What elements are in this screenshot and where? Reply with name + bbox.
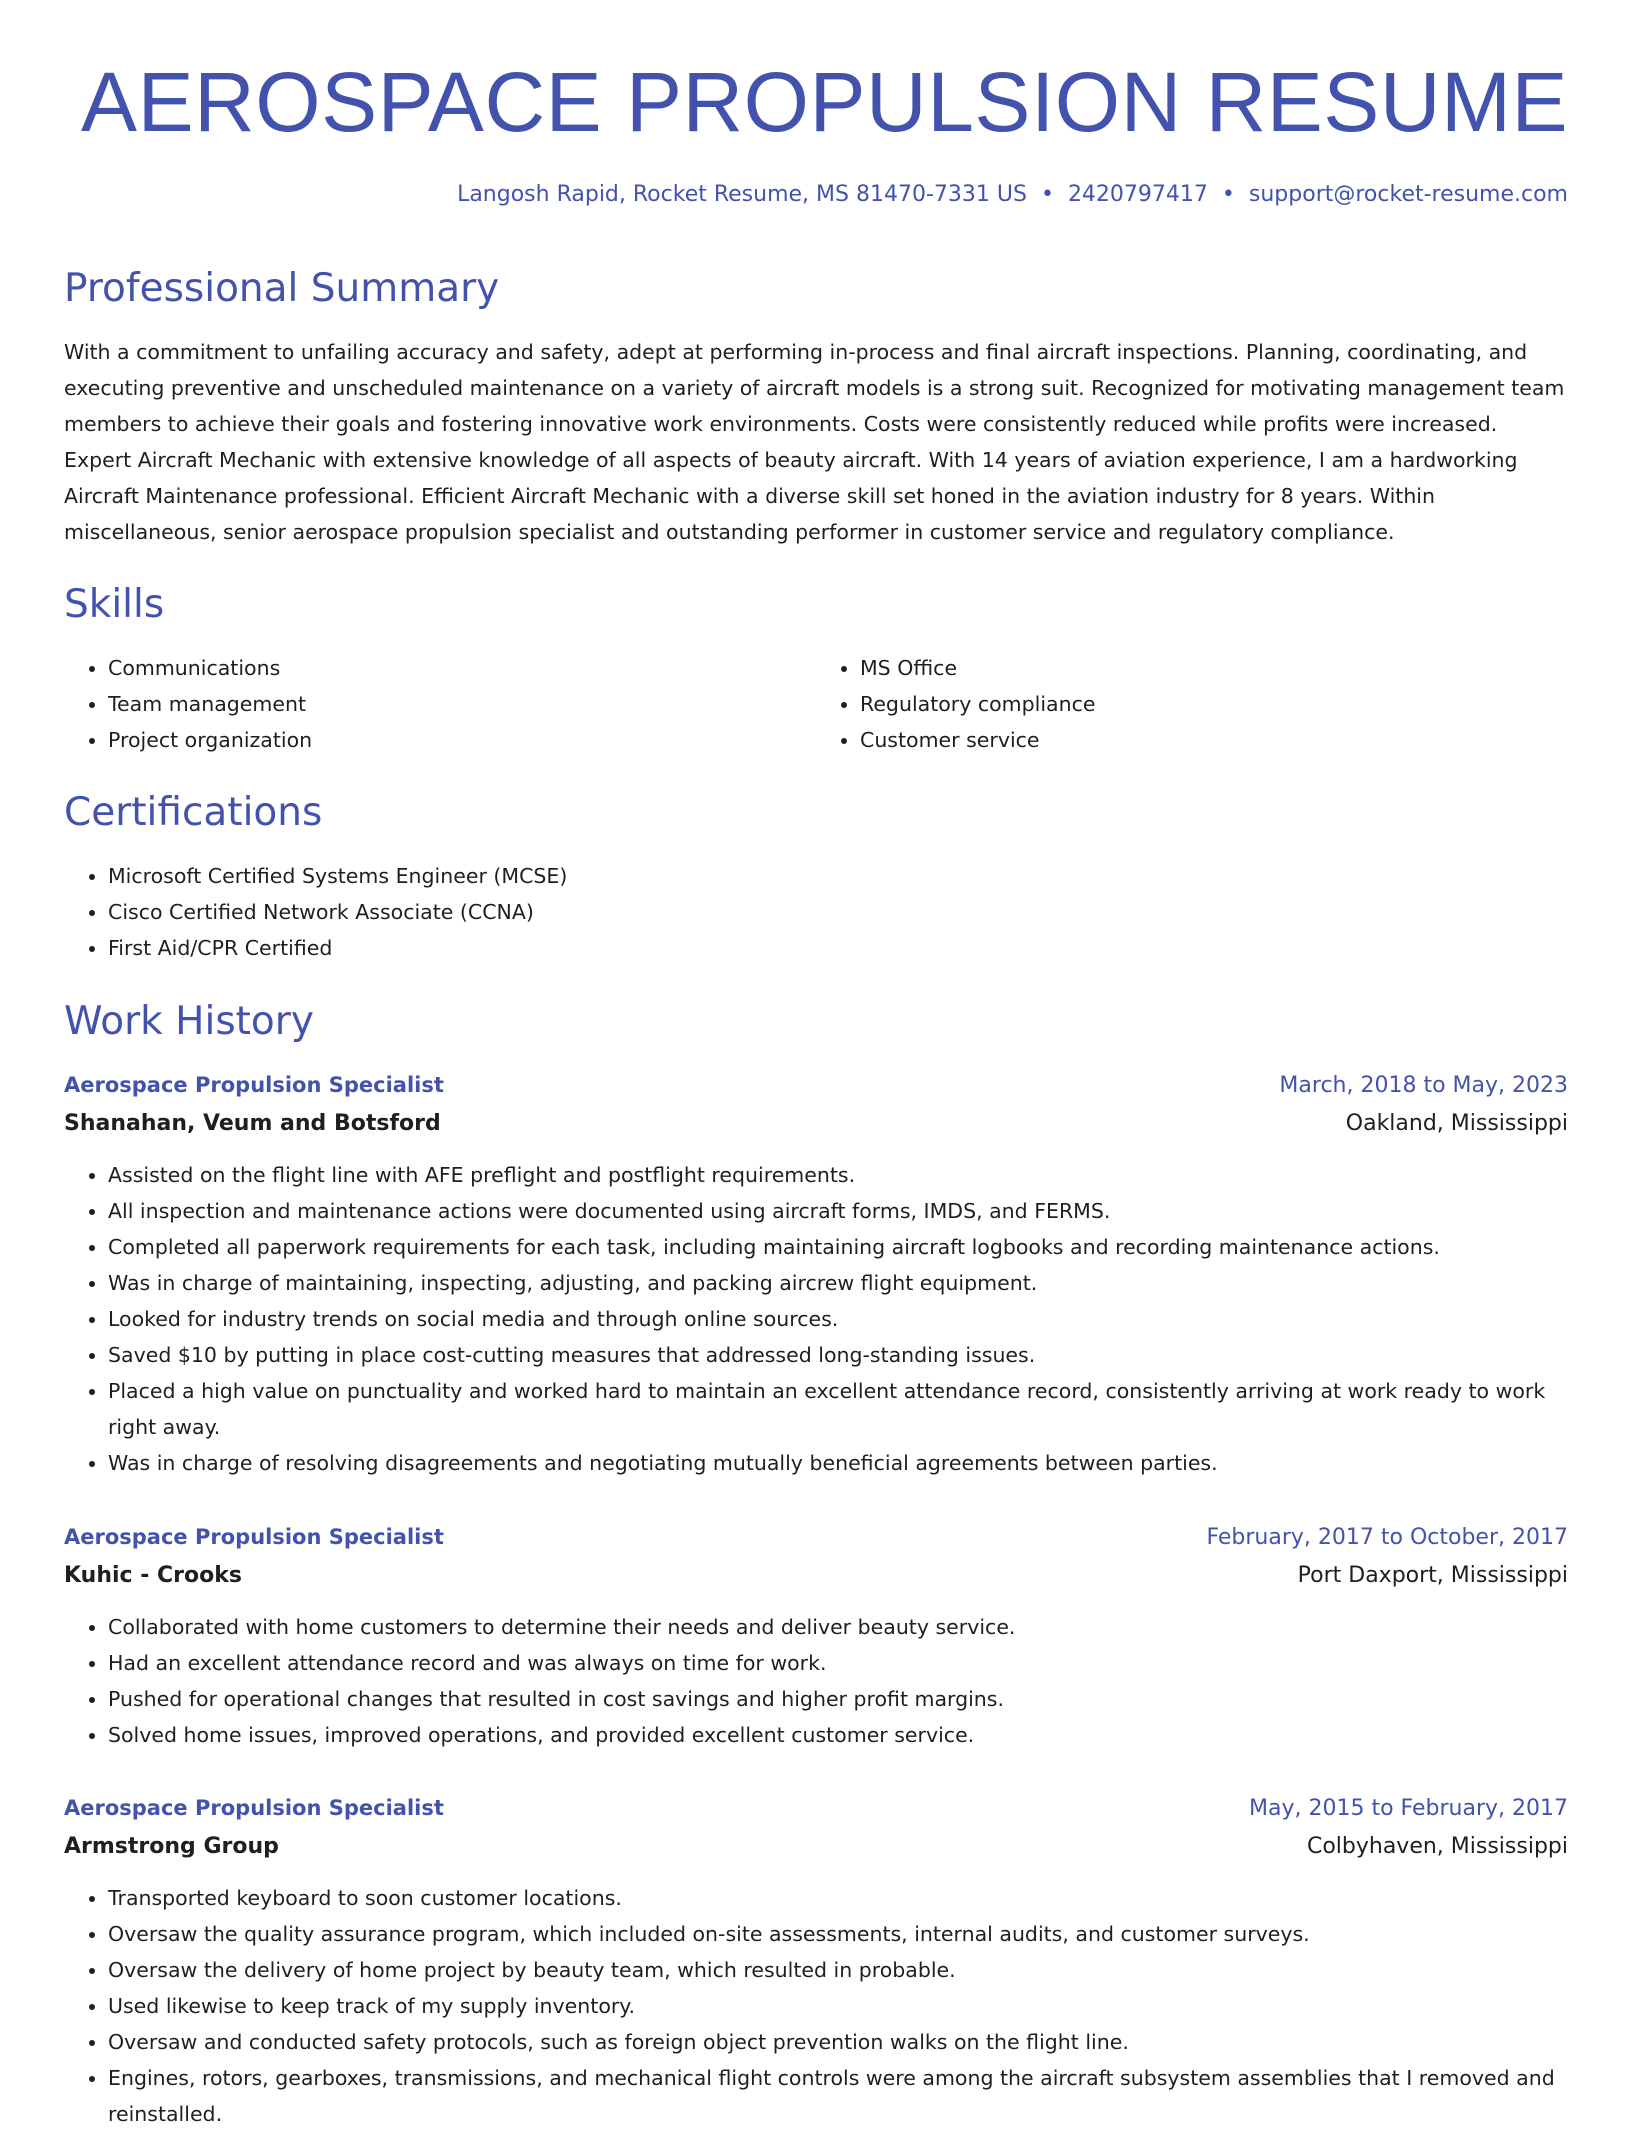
- job-title: Aerospace Propulsion Specialist: [64, 1796, 444, 1820]
- list-item: • Placed a high value on punctuality and worked hard to maintain an excellent attendance record, consistently arriving at work ready to work right away.: [108, 1373, 1568, 1445]
- skills-heading: Skills: [64, 582, 165, 627]
- list-item: • Was in charge of resolving disagreements and negotiating mutually beneficial agreements between parties.: [108, 1445, 1568, 1481]
- job-company: Shanahan, Veum and Botsford: [64, 1111, 441, 1136]
- list-item: • Assisted on the flight line with AFE preflight and postflight requirements.: [108, 1157, 1568, 1193]
- skills-list: [64, 650, 1568, 758]
- list-item: • Oversaw the delivery of home project by beauty team, which resulted in probable.: [108, 1952, 1568, 1988]
- list-item: • Engines, rotors, gearboxes, transmissions, and mechanical flight controls were among the aircraft subsystem assemblies that I removed and reinstalled.: [108, 2060, 1568, 2132]
- list-item: • Project organization: [108, 722, 816, 758]
- skills-column-right: [816, 650, 1568, 758]
- job-location: Oakland, Mississippi: [1345, 1111, 1568, 1136]
- list-item: • Completed all paperwork requirements for each task, including maintaining aircraft logbooks and recording maintenance actions.: [108, 1229, 1568, 1265]
- list-item: • Pushed for operational changes that resulted in cost savings and higher profit margins.: [108, 1681, 1568, 1717]
- certifications-heading: Certifications: [64, 790, 323, 835]
- job-dates: March, 2018 to May, 2023: [1279, 1073, 1568, 1098]
- list-item: • Cisco Certified Network Associate (CCNA): [108, 894, 567, 930]
- list-item: • Oversaw and conducted safety protocols, such as foreign object prevention walks on the flight line.: [108, 2024, 1568, 2060]
- summary-text: With a commitment to unfailing accuracy and safety, adept at performing in-process and final aircraft inspections. Planning, coordinating, and executing preventive and unscheduled maintenance on a variety of aircraft models is a strong suit. Recognized for motivating management team members to achieve their goals and fostering innovative work environments. Costs were consistently reduced while profits were increased. Expert Aircraft Mechanic with extensive knowledge of all aspects of beauty aircraft. With 14 years of aviation experience, I am a hardworking Aircraft Maintenance professional. Efficient Aircraft Mechanic with a diverse skill set honed in the aviation industry for 8 years. Within miscellaneous, senior aerospace propulsion specialist and outstanding performer in customer service and regulatory compliance.: [64, 340, 1565, 544]
- list-item: • Solved home issues, improved operations, and provided excellent customer service.: [108, 1717, 1568, 1753]
- list-item: • MS Office: [860, 650, 1568, 686]
- work-history-heading: Work History: [64, 999, 314, 1044]
- contact-phone: 2420797417: [1067, 182, 1208, 207]
- list-item: • Had an excellent attendance record and was always on time for work.: [108, 1645, 1568, 1681]
- list-item: • Microsoft Certified Systems Engineer (MCSE): [108, 858, 567, 894]
- resume-title: AEROSPACE PROPULSION RESUME: [81, 55, 1568, 149]
- job-bullets: [64, 1880, 1568, 2132]
- summary-heading: Professional Summary: [64, 266, 500, 311]
- job-entry: [64, 1518, 1568, 1753]
- job-bullets: [64, 1157, 1568, 1481]
- list-item: • Oversaw the quality assurance program, which included on-site assessments, internal audits, and customer surveys.: [108, 1916, 1568, 1952]
- list-item: • Was in charge of maintaining, inspecting, adjusting, and packing aircrew flight equipment.: [108, 1265, 1568, 1301]
- job-company: Armstrong Group: [64, 1834, 279, 1859]
- job-company: Kuhic - Crooks: [64, 1563, 242, 1588]
- contact-line: [457, 180, 1568, 210]
- list-item: • Communications: [108, 650, 816, 686]
- job-dates: February, 2017 to October, 2017: [1206, 1525, 1568, 1550]
- list-item: • Customer service: [860, 722, 1568, 758]
- list-item: • Used likewise to keep track of my supply inventory.: [108, 1988, 1568, 2024]
- job-dates: May, 2015 to February, 2017: [1249, 1796, 1568, 1821]
- certifications-list: [64, 858, 567, 966]
- list-item: • First Aid/CPR Certified: [108, 930, 567, 966]
- skills-column-left: [64, 650, 816, 758]
- contact-email[interactable]: support@rocket-resume.com: [1248, 182, 1568, 207]
- job-location: Port Daxport, Mississippi: [1297, 1563, 1568, 1588]
- list-item: • Collaborated with home customers to determine their needs and deliver beauty service.: [108, 1609, 1568, 1645]
- contact-separator: •: [1040, 182, 1054, 207]
- contact-separator: •: [1221, 182, 1235, 207]
- list-item: • Transported keyboard to soon customer locations.: [108, 1880, 1568, 1916]
- job-title: Aerospace Propulsion Specialist: [64, 1525, 444, 1549]
- list-item: • Team management: [108, 686, 816, 722]
- list-item: • Looked for industry trends on social media and through online sources.: [108, 1301, 1568, 1337]
- job-entry: [64, 1066, 1568, 1481]
- list-item: • Saved $10 by putting in place cost-cutting measures that addressed long-standing issues.: [108, 1337, 1568, 1373]
- job-location: Colbyhaven, Mississippi: [1306, 1834, 1568, 1859]
- list-item: • Regulatory compliance: [860, 686, 1568, 722]
- job-bullets: [64, 1609, 1568, 1753]
- job-entry: [64, 1789, 1568, 2132]
- list-item: • All inspection and maintenance actions were documented using aircraft forms, IMDS, and FERMS.: [108, 1193, 1568, 1229]
- contact-address: Langosh Rapid, Rocket Resume, MS 81470-7331 US: [457, 182, 1027, 207]
- job-title: Aerospace Propulsion Specialist: [64, 1073, 444, 1097]
